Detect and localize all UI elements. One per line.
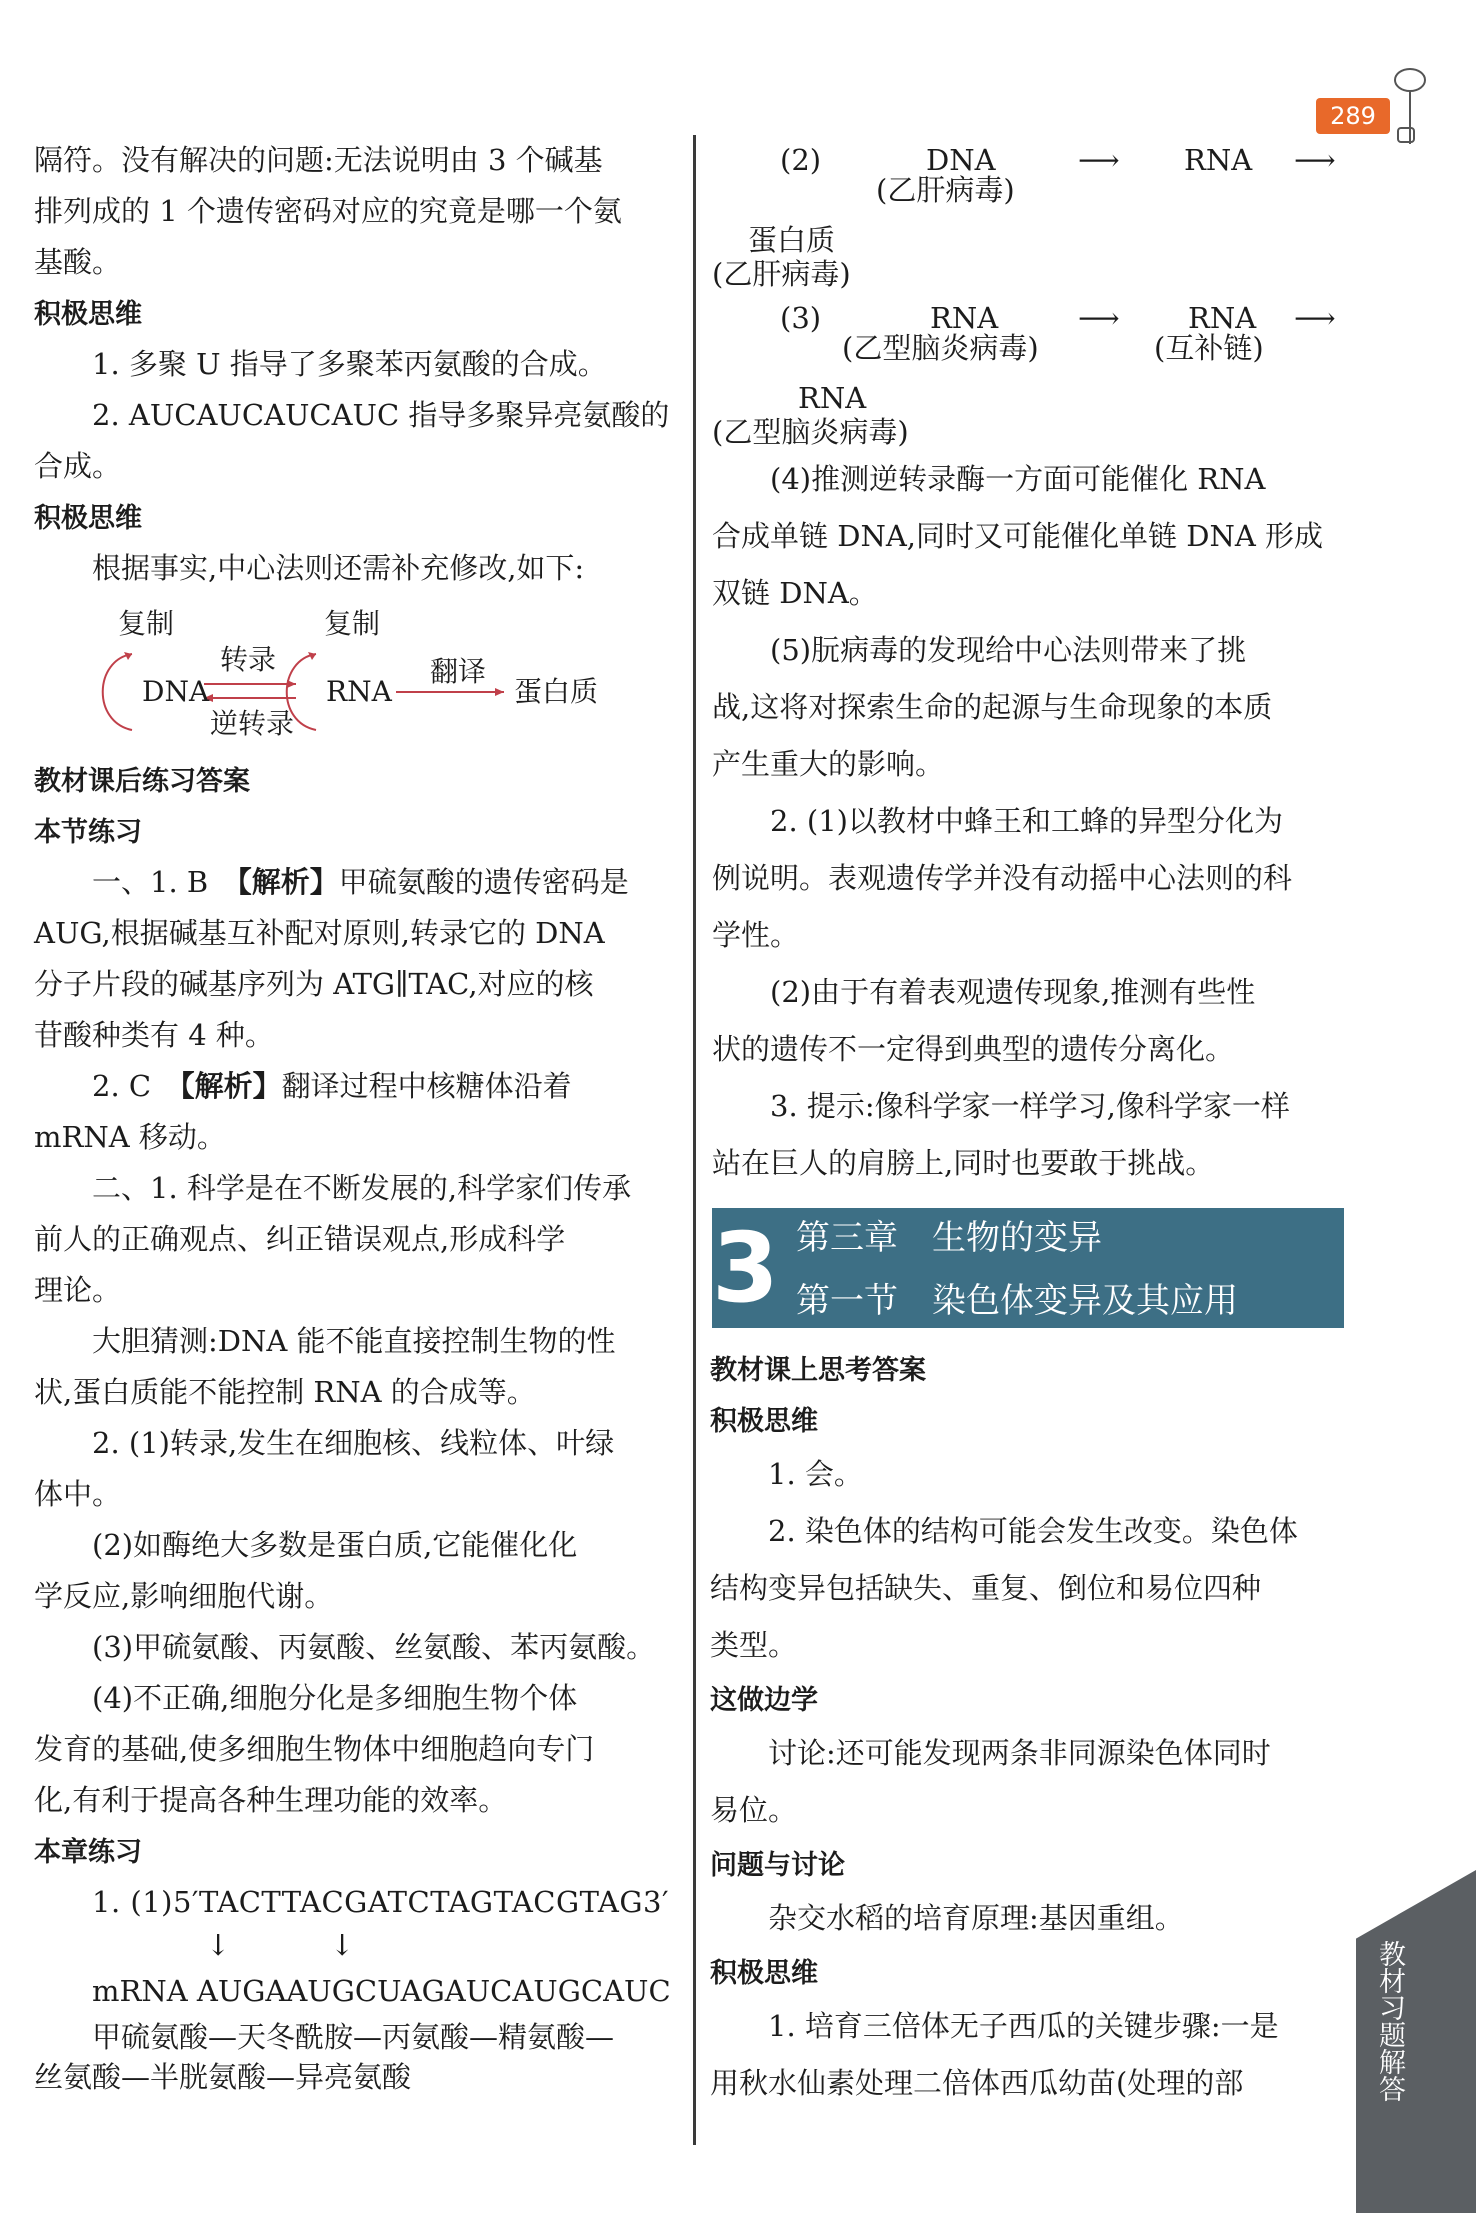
right-column-lower: [710, 1344, 1350, 2112]
answer-line: 状的遗传不一定得到典型的遗传分离化。: [712, 1032, 1235, 1066]
flow-node: RNA: [1188, 301, 1257, 335]
answer-line: 2. 染色体的结构可能会发生改变。染色体: [768, 1514, 1298, 1548]
flow-diagram-2-end: [712, 215, 1354, 293]
answer-line: 用秋水仙素处理二倍体西瓜幼苗(处理的部: [710, 2066, 1244, 2100]
heading-section-exercises: 本节练习: [34, 817, 142, 848]
analysis-tag: 【解析】: [180, 1069, 282, 1103]
answer-line: (3)甲硫氨酸、丙氨酸、丝氨酸、苯丙氨酸。: [92, 1630, 656, 1664]
answer-text: 甲硫氨酸的遗传密码是: [338, 865, 629, 899]
answer-line: 大胆猜测:DNA 能不能直接控制生物的性: [92, 1324, 616, 1358]
answer-line: 分子片段的碱基序列为 ATG∥TAC,对应的核: [34, 967, 594, 1001]
answer-line: 产生重大的影响。: [712, 747, 945, 781]
label-rna: RNA: [326, 675, 392, 708]
flow-node: DNA: [926, 143, 996, 177]
answer-line: (4)推测逆转录酶一方面可能催化 RNA: [770, 462, 1266, 496]
flow-node: RNA: [1184, 143, 1253, 177]
answer-line: 易位。: [710, 1793, 798, 1827]
heading-class-thinking: 教材课上思考答案: [710, 1355, 926, 1386]
side-tab-label: 教材习题解答: [1374, 1940, 1405, 2102]
down-arrow-icon: ↓: [330, 1928, 355, 1962]
flow-number: (3): [780, 301, 822, 335]
answer-line: 化,有利于提高各种生理功能的效率。: [34, 1783, 508, 1817]
heading-learn-by-doing: 这做边学: [710, 1685, 818, 1716]
answer-line: 学反应,影响细胞代谢。: [34, 1579, 334, 1613]
flow-diagram-3-end: [712, 373, 1354, 451]
chapter-title: 第三章 生物的变异: [796, 1218, 1102, 1258]
answer-line: 二、1. 科学是在不断发展的,科学家们传承: [92, 1171, 632, 1205]
answer-line: 双链 DNA。: [712, 576, 878, 610]
section-title: 第一节 染色体变异及其应用: [796, 1281, 1238, 1321]
paragraph: 根据事实,中心法则还需补充修改,如下:: [92, 551, 585, 585]
answer-line: 2. (1)以教材中蜂王和工蜂的异型分化为: [770, 804, 1283, 838]
answer-line: [34, 1061, 674, 1112]
flow-note: (乙肝病毒): [712, 257, 851, 291]
answer-line: 合成单链 DNA,同时又可能催化单链 DNA 形成: [712, 519, 1324, 553]
flow-note: (互补链): [1154, 331, 1264, 365]
flow-arrow-icon: ⟶: [1078, 301, 1120, 335]
answer-line: 2. (1)转录,发生在细胞核、线粒体、叶绿: [92, 1426, 615, 1460]
answer-line: 讨论:还可能发现两条非同源染色体同时: [768, 1736, 1271, 1770]
chapter-number: 3: [712, 1212, 779, 1324]
answer-item: 2. AUCAUCAUCAUC 指导多聚异亮氨酸的: [92, 398, 670, 432]
label-protein: 蛋白质: [514, 675, 599, 708]
heading-active-thinking: 积极思维: [34, 299, 142, 330]
label-translation: 翻译: [430, 655, 487, 688]
arrow-row: [34, 1928, 674, 1966]
answer-line: 1. 培育三倍体无子西瓜的关键步骤:一是: [768, 2009, 1279, 2043]
down-arrow-icon: ↓: [206, 1928, 231, 1962]
label-reverse-transcription: 逆转录: [210, 707, 295, 740]
right-column: [712, 135, 1354, 1192]
answer-line: 站在巨人的肩膀上,同时也要敢于挑战。: [712, 1146, 1215, 1180]
flow-note: (乙型脑炎病毒): [842, 331, 1039, 365]
mrna-line: [34, 1966, 674, 2017]
dna-sequence-line: 1. (1)5′TACTTACGATCTAGTACGTAG3′: [92, 1885, 670, 1919]
answer-item: 合成。: [34, 449, 122, 483]
mrna-sequence: AUGAAUGCUAGAUCAUGCAUC: [196, 1974, 671, 2008]
answer-line: 战,这将对探索生命的起源与生命现象的本质: [712, 690, 1273, 724]
flow-arrow-icon: ⟶: [1294, 143, 1336, 177]
label-dna: DNA: [142, 675, 210, 708]
answer-line: 杂交水稻的培育原理:基因重组。: [768, 1901, 1184, 1935]
answer-line: 体中。: [34, 1477, 122, 1511]
heading-active-thinking: 积极思维: [710, 1406, 818, 1437]
answer-line: 1. 会。: [768, 1457, 863, 1491]
label-transcription: 转录: [220, 643, 277, 676]
answer-line: AUG,根据碱基互补配对原则,转录它的 DNA: [34, 916, 605, 950]
heading-textbook-exercises: 教材课后练习答案: [34, 766, 250, 797]
paragraph: 隔符。没有解决的问题:无法说明由 3 个碱基: [34, 143, 603, 177]
answer-line: 结构变异包括缺失、重复、倒位和易位四种: [710, 1571, 1262, 1605]
heading-active-thinking: 积极思维: [34, 503, 142, 534]
heading-question-discussion: 问题与讨论: [710, 1850, 845, 1881]
mrna-label: mRNA: [92, 1974, 188, 2008]
answer-line: 前人的正确观点、纠正错误观点,形成科学: [34, 1222, 566, 1256]
flow-arrow-icon: ⟶: [1078, 143, 1120, 177]
heading-chapter-exercises: 本章练习: [34, 1837, 142, 1868]
flow-arrow-icon: ⟶: [1294, 301, 1336, 335]
answer-number: 2. C: [92, 1069, 152, 1103]
flow-number: (2): [780, 143, 822, 177]
answer-text: 翻译过程中核糖体沿着: [281, 1069, 572, 1103]
answer-line: 学性。: [712, 918, 800, 952]
answer-line: 发育的基础,使多细胞生物体中细胞趋向专门: [34, 1732, 595, 1766]
central-dogma-diagram: [34, 598, 674, 746]
amino-acid-line: 甲硫氨酸—天冬酰胺—丙氨酸—精氨酸—: [92, 2020, 615, 2054]
paragraph: 基酸。: [34, 245, 122, 279]
flow-node: 蛋白质: [748, 223, 836, 257]
answer-line: mRNA 移动。: [34, 1120, 226, 1154]
answer-line: [34, 857, 674, 908]
answer-line: 3. 提示:像科学家一样学习,像科学家一样: [770, 1089, 1290, 1123]
column-divider: [693, 135, 696, 2145]
answer-line: 理论。: [34, 1273, 122, 1307]
answer-line: (4)不正确,细胞分化是多细胞生物个体: [92, 1681, 578, 1715]
analysis-tag: 【解析】: [237, 865, 339, 899]
paragraph: 排列成的 1 个遗传密码对应的究竟是哪一个氨: [34, 194, 622, 228]
flow-node: RNA: [930, 301, 999, 335]
flow-diagram-2: [712, 135, 1354, 215]
answer-line: 苷酸种类有 4 种。: [34, 1018, 274, 1052]
answer-line: 状,蛋白质能不能控制 RNA 的合成等。: [34, 1375, 536, 1409]
flow-node: RNA: [798, 381, 867, 415]
flow-note: (乙肝病毒): [876, 173, 1015, 207]
answer-line: 例说明。表观遗传学并没有动摇中心法则的科: [712, 861, 1293, 895]
amino-acid-line: 丝氨酸—半胱氨酸—异亮氨酸: [34, 2060, 412, 2094]
flow-diagram-3: [712, 293, 1354, 373]
label-replicate: 复制: [118, 607, 175, 640]
answer-number: 一、1. B: [92, 865, 209, 899]
answer-line: (2)由于有着表观遗传现象,推测有些性: [770, 975, 1256, 1009]
answer-line: 类型。: [710, 1628, 798, 1662]
label-replicate: 复制: [324, 607, 381, 640]
left-column: [34, 135, 674, 2097]
page-number: 289: [1316, 98, 1390, 134]
answer-line: (2)如酶绝大多数是蛋白质,它能催化化: [92, 1528, 578, 1562]
flow-note: (乙型脑炎病毒): [712, 415, 909, 449]
heading-active-thinking: 积极思维: [710, 1958, 818, 1989]
answer-item: 1. 多聚 U 指导了多聚苯丙氨酸的合成。: [92, 347, 607, 381]
page-ornament-icon: [1390, 66, 1430, 156]
answer-line: (5)朊病毒的发现给中心法则带来了挑: [770, 633, 1247, 667]
